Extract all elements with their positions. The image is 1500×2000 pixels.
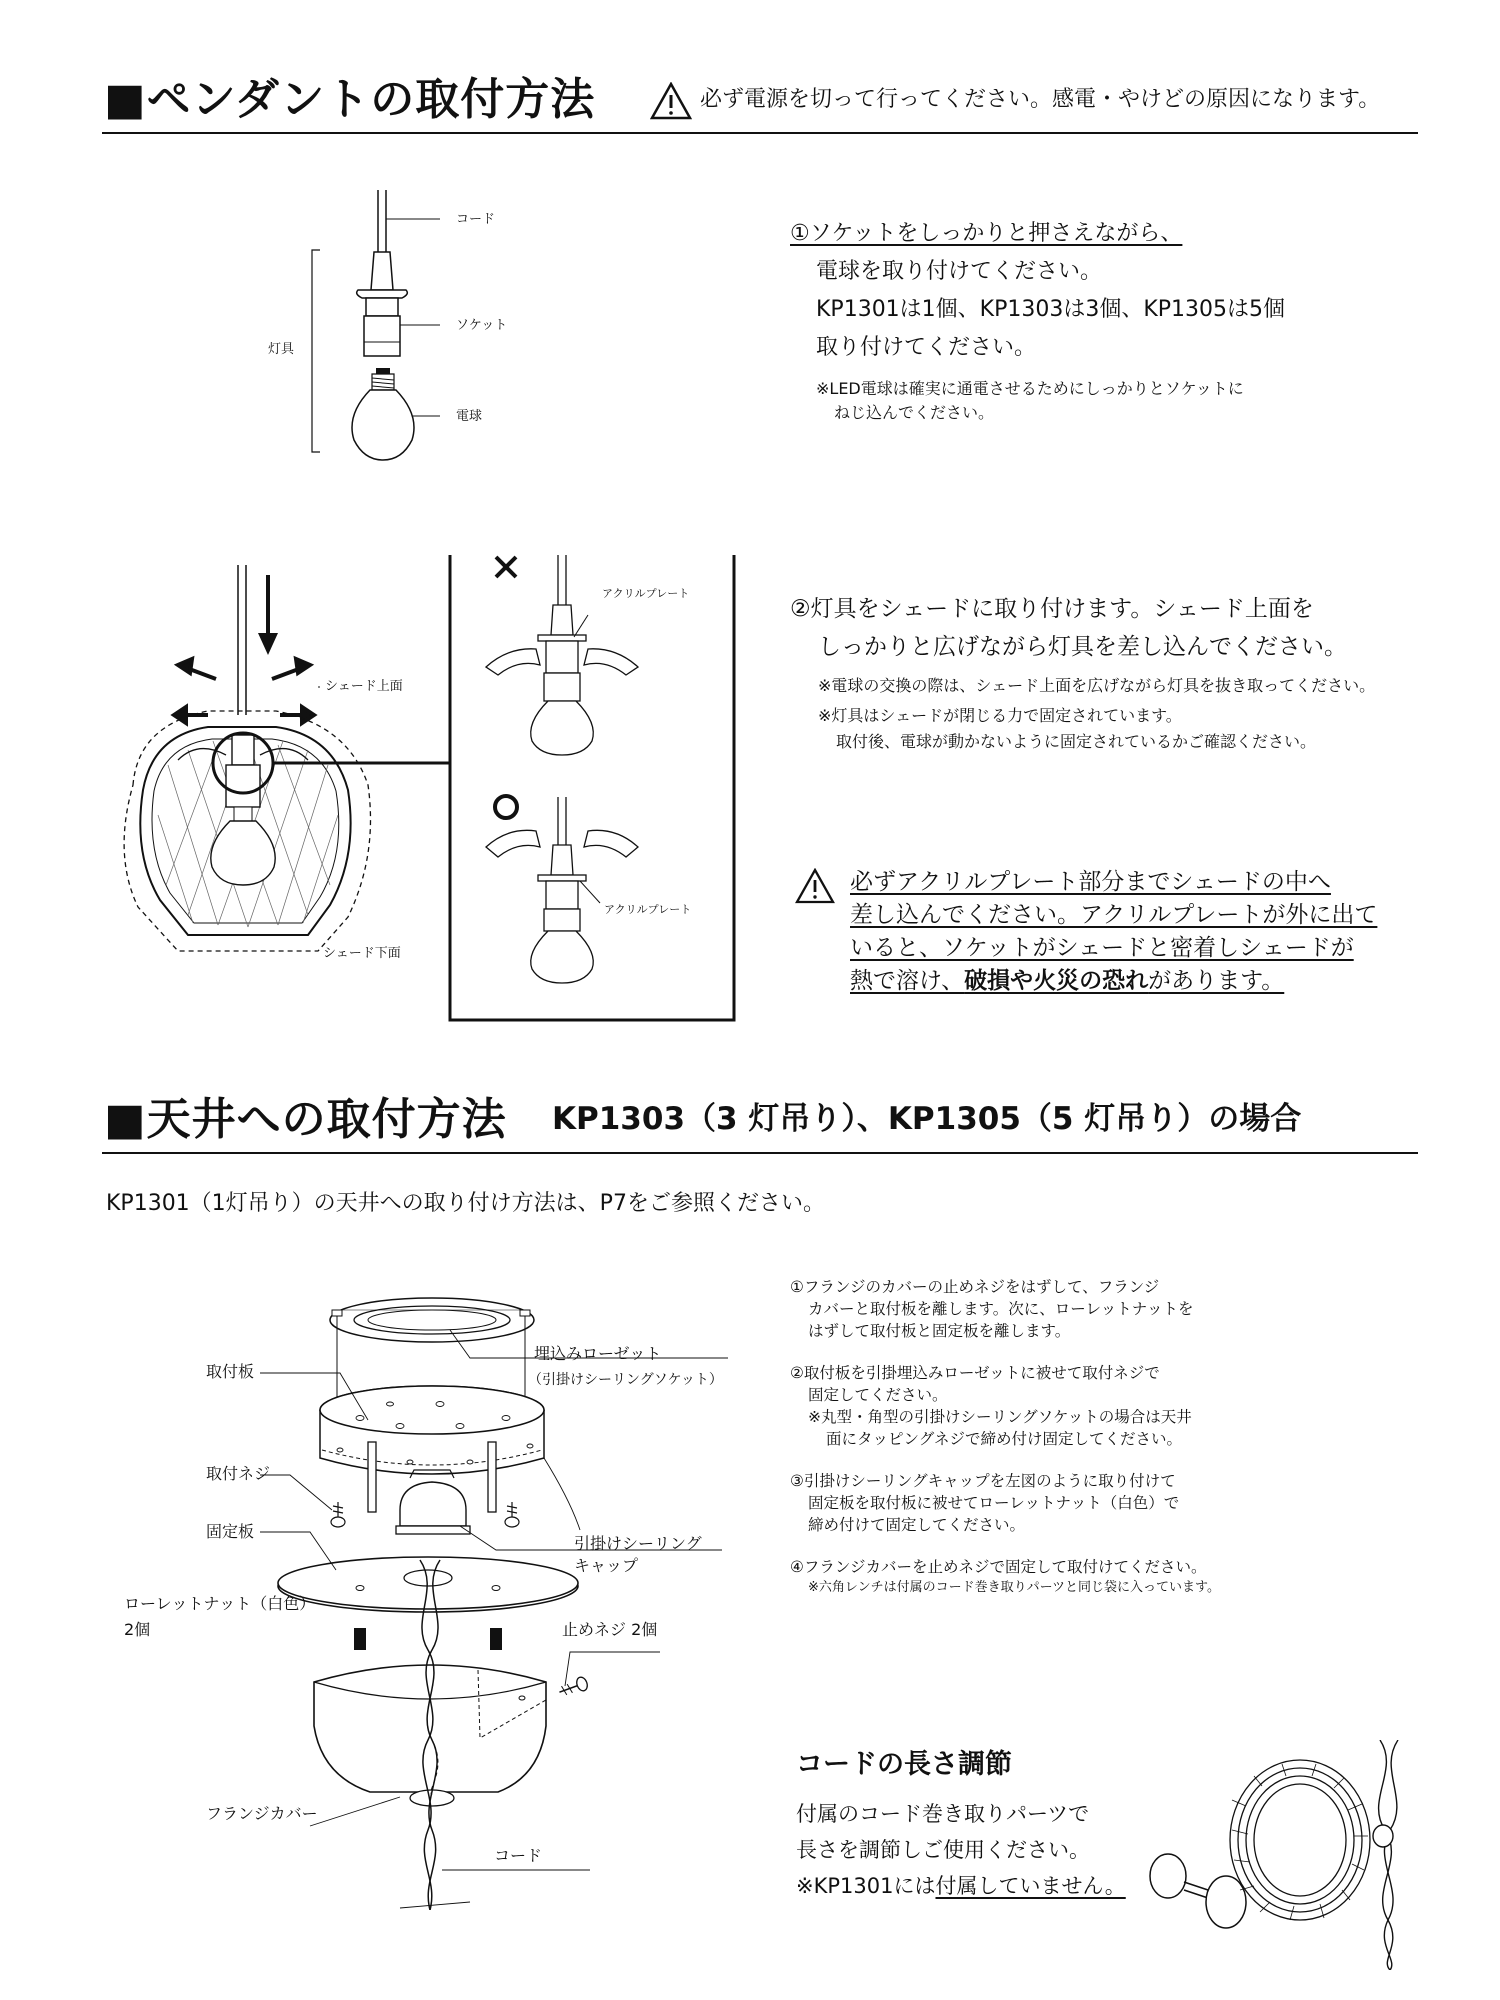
label-stop-screw: 止めネジ 2個 [562, 1620, 658, 1639]
power-off-warning: 必ず電源を切って行ってください。感電・やけどの原因になります。 [700, 87, 1381, 112]
step2-block [790, 590, 1375, 754]
ceiling-step3-l2: 固定板を取付板に被せてローレットナット（白色）で [808, 1494, 1180, 1512]
warning-icon [650, 82, 692, 120]
step2-note3: 取付後、電球が動かないように固定されているかご確認ください。 [836, 732, 1317, 751]
section2-title: ■天井への取付方法 [104, 1094, 507, 1145]
ceiling-step4-n1: ※六角レンチは付属のコード巻き取りパーツと同じ袋に入っています。 [808, 1580, 1221, 1595]
fixture-parts-diagram [250, 190, 580, 470]
ceiling-step2-l2: 固定してください。 [808, 1386, 948, 1404]
caution-line2: 差し込んでください。アクリルプレートが外に出て [850, 902, 1378, 928]
cord-adjust-line3-a: ※KP1301には [796, 1874, 936, 1898]
label-cord-2: コード [494, 1846, 543, 1865]
cord-adjust-line1: 付属のコード巻き取りパーツで [796, 1802, 1090, 1826]
label-acrylic-plate-right: アクリルプレート [604, 903, 692, 916]
label-ceiling-cap-2: キャップ [574, 1556, 639, 1575]
ceiling-steps [790, 1276, 1220, 1598]
caution-line4-a: 熱で溶け、 [850, 968, 965, 994]
ceiling-mount-diagram [110, 1270, 730, 1910]
ceiling-step3-l3: 締め付けて固定してください。 [808, 1516, 1026, 1534]
caution-block [850, 866, 1377, 998]
step2-line1: ②灯具をシェードに取り付けます。シェード上面を [790, 596, 1314, 622]
section1-rule [102, 132, 1418, 134]
step1-line3: KP1301は1個、KP1303は3個、KP1305は5個 [816, 297, 1286, 322]
label-shade-top: シェード上面 [325, 679, 403, 694]
cord-adjust-line3 [796, 1868, 1126, 1904]
label-shade-bottom: シェード下面 [323, 946, 401, 961]
step1-line2: 電球を取り付けてください。 [816, 259, 1103, 284]
label-socket: ソケット [456, 318, 508, 333]
step2-note1: ※電球の交換の際は、シェード上面を広げながら灯具を抜き取ってください。 [818, 676, 1376, 695]
label-rosette: 埋込みローゼット [534, 1344, 662, 1363]
label-bulb: 電球 [456, 409, 483, 424]
caution-line4 [850, 965, 1377, 998]
label-acrylic-plate-wrong: アクリルプレート [602, 587, 690, 600]
shade-insertion-diagram [108, 555, 758, 1025]
label-ceiling-cap: 引掛けシーリング [574, 1534, 702, 1553]
caution-icon [795, 868, 835, 904]
ceiling-step4-l1: ④フランジカバーを止めネジで固定して取付けてください。 [790, 1558, 1207, 1576]
cord-adjust-line3-b: 付属していません。 [935, 1874, 1126, 1898]
caution-emphasis: 破損や火災の恐れ [964, 968, 1149, 994]
step1-line4: 取り付けてください。 [816, 335, 1037, 360]
ceiling-step1-l1: ①フランジのカバーの止めネジをはずして、フランジ [790, 1278, 1160, 1296]
step1-block [790, 215, 1285, 425]
section2-intro: KP1301（1灯吊り）の天井への取り付け方法は、P7をご参照ください。 [106, 1191, 825, 1216]
cord-adjust-block [796, 1796, 1126, 1904]
ceiling-step2-n1: ※丸型・角型の引掛けシーリングソケットの場合は天井 [808, 1408, 1192, 1426]
step1-note1: ※LED電球は確実に通電させるためにしっかりとソケットに [816, 379, 1244, 398]
section2-subtitle: KP1303（3 灯吊り）、KP1305（5 灯吊り）の場合 [552, 1101, 1302, 1137]
caution-line1: 必ずアクリルプレート部分までシェードの中へ [850, 869, 1331, 895]
label-knurl-nut-count: 2個 [124, 1620, 151, 1639]
label-fix-plate: 固定板 [206, 1522, 255, 1541]
cord-adjust-title: コードの長さ調節 [796, 1749, 1012, 1780]
caution-line4-c: があります。 [1148, 968, 1285, 994]
label-fixture: 灯具 [268, 342, 295, 357]
label-mount-screw: 取付ネジ [206, 1464, 271, 1483]
section2-rule [102, 1152, 1418, 1154]
cord-adjust-line2: 長さを調節しご使用ください。 [796, 1838, 1090, 1862]
label-knurl-nut: ローレットナット（白色） [124, 1594, 316, 1613]
caution-line3: いると、ソケットがシェードと密着しシェードが [850, 935, 1354, 961]
step2-note2: ※灯具はシェードが閉じる力で固定されています。 [818, 706, 1182, 725]
ceiling-step1-l2: カバーと取付板を離します。次に、ローレットナットを [808, 1300, 1194, 1318]
step2-line2: しっかりと広げながら灯具を差し込んでください。 [818, 634, 1347, 660]
label-flange-cover: フランジカバー [206, 1804, 318, 1823]
step1-line1: ①ソケットをしっかりと押さえながら、 [790, 221, 1183, 246]
ceiling-step2-l1: ②取付板を引掛埋込みローゼットに被せて取付ネジで [790, 1364, 1160, 1382]
section1-title: ■ペンダントの取付方法 [104, 74, 596, 125]
ceiling-step3-l1: ③引掛けシーリングキャップを左図のように取り付けて [790, 1472, 1176, 1490]
cord-winder-illustration [1140, 1740, 1420, 1970]
ceiling-step1-l3: はずして取付板と固定板を離します。 [808, 1322, 1071, 1340]
ceiling-step2-n2: 面にタッピングネジで締め付け固定してください。 [826, 1430, 1183, 1448]
step1-note2: ねじ込んでください。 [834, 403, 995, 422]
label-mount-plate: 取付板 [206, 1362, 255, 1381]
label-cord: コード [456, 212, 496, 227]
label-rosette-sub: （引掛けシーリングソケット） [528, 1372, 723, 1388]
